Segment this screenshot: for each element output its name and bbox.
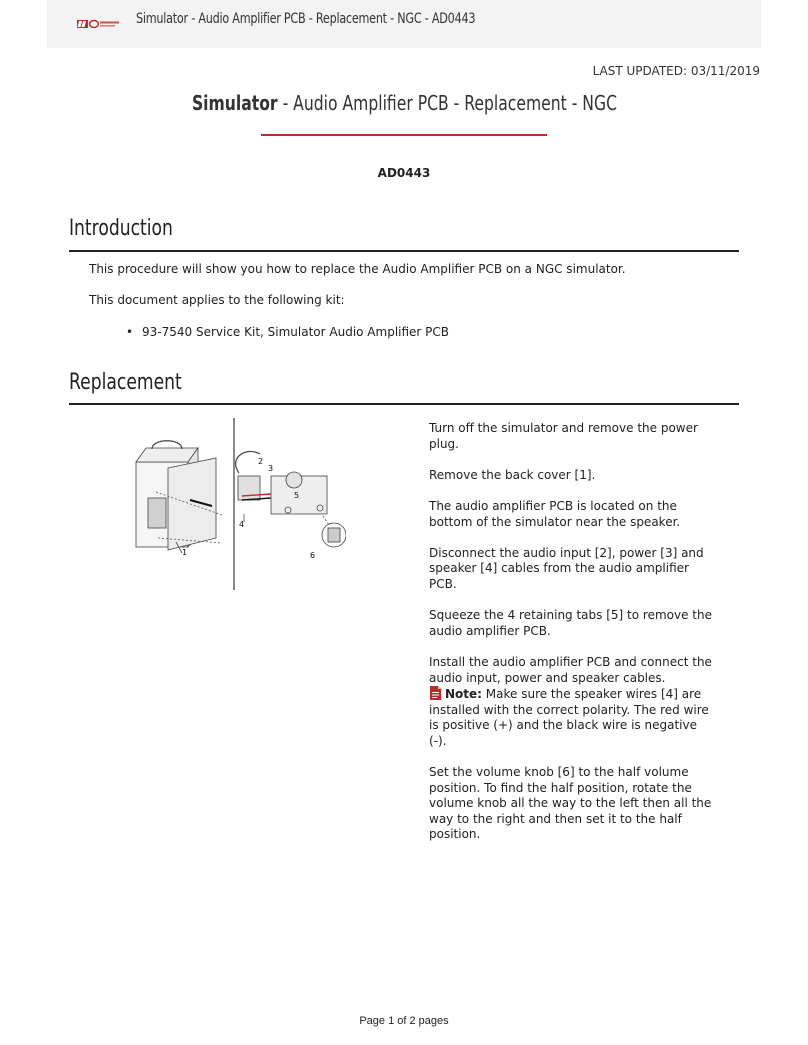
step-text: Squeeze the 4 retaining tabs [5] to remove the audio amplifier PCB.: [429, 608, 712, 638]
title-bold-part: Simulator: [191, 91, 278, 115]
kit-list: [126, 325, 449, 339]
page-number: Page 1 of 2 pages: [359, 1015, 449, 1027]
document-code: AD0443: [377, 166, 431, 180]
introduction-rule: [69, 250, 739, 252]
note-document-icon: [429, 686, 442, 700]
step-text: The audio amplifier PCB is located on the bottom of the simulator near the speaker.: [429, 498, 681, 529]
document-title: [0, 91, 808, 115]
replacement-rule: [69, 403, 739, 405]
kit-list-item: • 93-7540 Service Kit, Simulator Audio Amplifier PCB: [126, 325, 449, 339]
title-underline: [261, 134, 547, 136]
diagram-callout-3: 3: [268, 464, 274, 473]
introduction-heading: Introduction: [69, 216, 173, 241]
step-text: Turn off the simulator and remove the power plug.: [429, 421, 698, 451]
install-step: [429, 655, 714, 750]
step-text: Remove the back cover [1].: [429, 467, 596, 482]
install-step-text: Install the audio amplifier PCB and connect the audio input, power and speaker cables.: [429, 654, 712, 685]
note-label: Note:: [445, 687, 482, 702]
diagram-callout-4: 4: [239, 520, 245, 529]
title-rest-part: - Audio Amplifier PCB - Replacement - NGC: [277, 91, 617, 115]
final-step: Set the volume knob [6] to the half volume position. To find the half position, rotate the volume knob all the way to the left then all the way to the right and then set it to the half position.: [429, 765, 712, 842]
note-text: Make sure the speaker wires [4] are installed with the correct polarity. The red wire is positive (+) and the black wire is negative (-).: [429, 687, 709, 748]
amplifier-diagram: [124, 418, 346, 593]
diagram-callout-5: 5: [294, 491, 300, 500]
last-updated: LAST UPDATED: 03/11/2019: [592, 64, 760, 78]
diagram-callout-2: 2: [258, 457, 264, 466]
replacement-heading: Replacement: [69, 370, 182, 395]
kit-applies-paragraph: This document applies to the following kit:: [89, 293, 345, 307]
step-text: Disconnect the audio input [2], power [3] and speaker [4] cables from the audio amplifier PCB.: [429, 545, 704, 591]
haas-logo: [77, 18, 119, 30]
diagram-callout-1: 1: [182, 548, 188, 557]
document-header-bar: [47, 0, 761, 48]
diagram-callout-6: 6: [310, 551, 316, 560]
header-title: Simulator - Audio Amplifier PCB - Replacement - NGC - AD0443: [136, 11, 476, 27]
intro-paragraph: This procedure will show you how to replace the Audio Amplifier PCB on a NGC simulator.: [89, 262, 626, 276]
replacement-steps: [429, 421, 714, 859]
